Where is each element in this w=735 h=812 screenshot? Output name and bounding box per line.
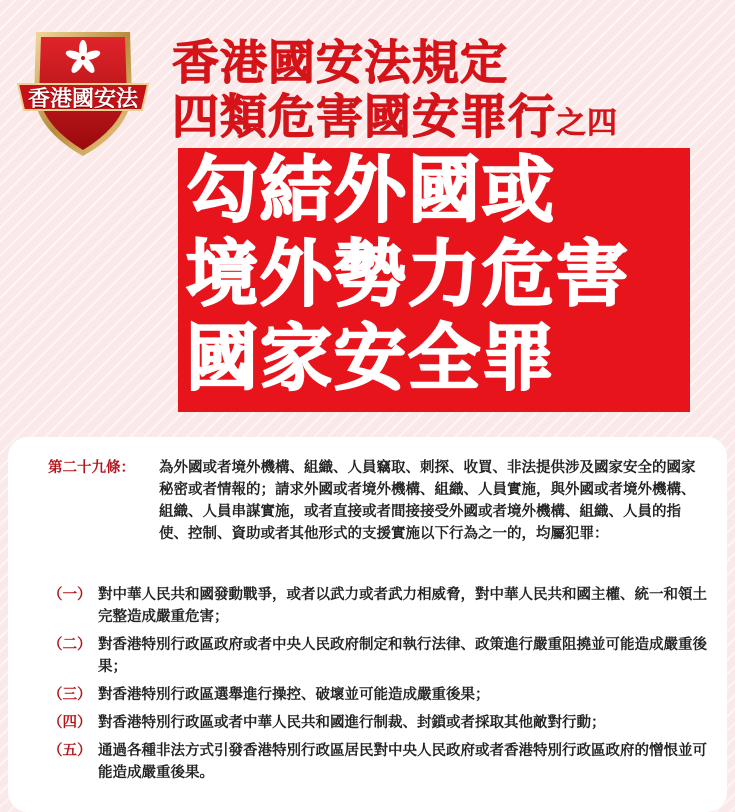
crime-name-line3: 國家安全罪 bbox=[186, 316, 557, 400]
list-item bbox=[48, 712, 708, 734]
crime-name-banner bbox=[178, 148, 690, 412]
list-item-text: 對香港特別行政區選舉進行操控、破壞並可能造成嚴重後果； bbox=[98, 687, 490, 703]
offence-list bbox=[48, 584, 708, 790]
crime-name-line1: 勾結外國或 bbox=[186, 148, 557, 232]
national-security-law-badge bbox=[8, 14, 158, 164]
list-item-number: （二） bbox=[48, 637, 92, 653]
article-label: 第二十九條： bbox=[48, 460, 135, 476]
page-title-line1: 香港國安法規定 bbox=[172, 36, 508, 91]
list-item bbox=[48, 684, 708, 706]
crime-name-line2: 境外勢力危害 bbox=[186, 232, 631, 316]
list-item-text: 對香港特別行政區政府或者中央人民政府制定和執行法律、政策進行嚴重阻撓並可能造成嚴重後果； bbox=[98, 637, 707, 675]
badge-label: 香港國安法 bbox=[27, 87, 138, 112]
list-item-number: （三） bbox=[48, 687, 92, 703]
list-item bbox=[48, 634, 708, 678]
article-text: 為外國或者境外機構、組織、人員竊取、刺探、收買、非法提供涉及國家安全的國家秘密或者情報的；請求外國或者境外機構、組織、人員實施，與外國或者境外機構、組織、人員串謀實施，或者直接或者間接接受外國或者境外機構、組織、人員的指使、控制、資助或者其他形式的支援實施以下行為之一的，均屬犯罪： bbox=[159, 460, 696, 542]
list-item bbox=[48, 584, 708, 628]
list-item-text: 對香港特別行政區或者中華人民共和國進行制裁、封鎖或者採取其他敵對行動； bbox=[98, 715, 606, 731]
list-item-number: （一） bbox=[48, 587, 92, 603]
page-title-line2 bbox=[172, 92, 618, 150]
list-item-number: （四） bbox=[48, 715, 92, 731]
page-title-suffix: 之四 bbox=[556, 106, 618, 141]
page-title-line2-text: 四類危害國安罪行 bbox=[172, 90, 556, 145]
list-item-text: 通過各種非法方式引發香港特別行政區居民對中央人民政府或者香港特別行政區政府的憎恨並可能造成嚴重後果。 bbox=[98, 743, 707, 781]
list-item bbox=[48, 740, 708, 784]
article-panel bbox=[8, 437, 727, 812]
list-item-number: （五） bbox=[48, 743, 92, 759]
list-item-text: 對中華人民共和國發動戰爭，或者以武力或者武力相威脅，對中華人民共和國主權、統一和領土完整造成嚴重危害； bbox=[98, 587, 707, 625]
